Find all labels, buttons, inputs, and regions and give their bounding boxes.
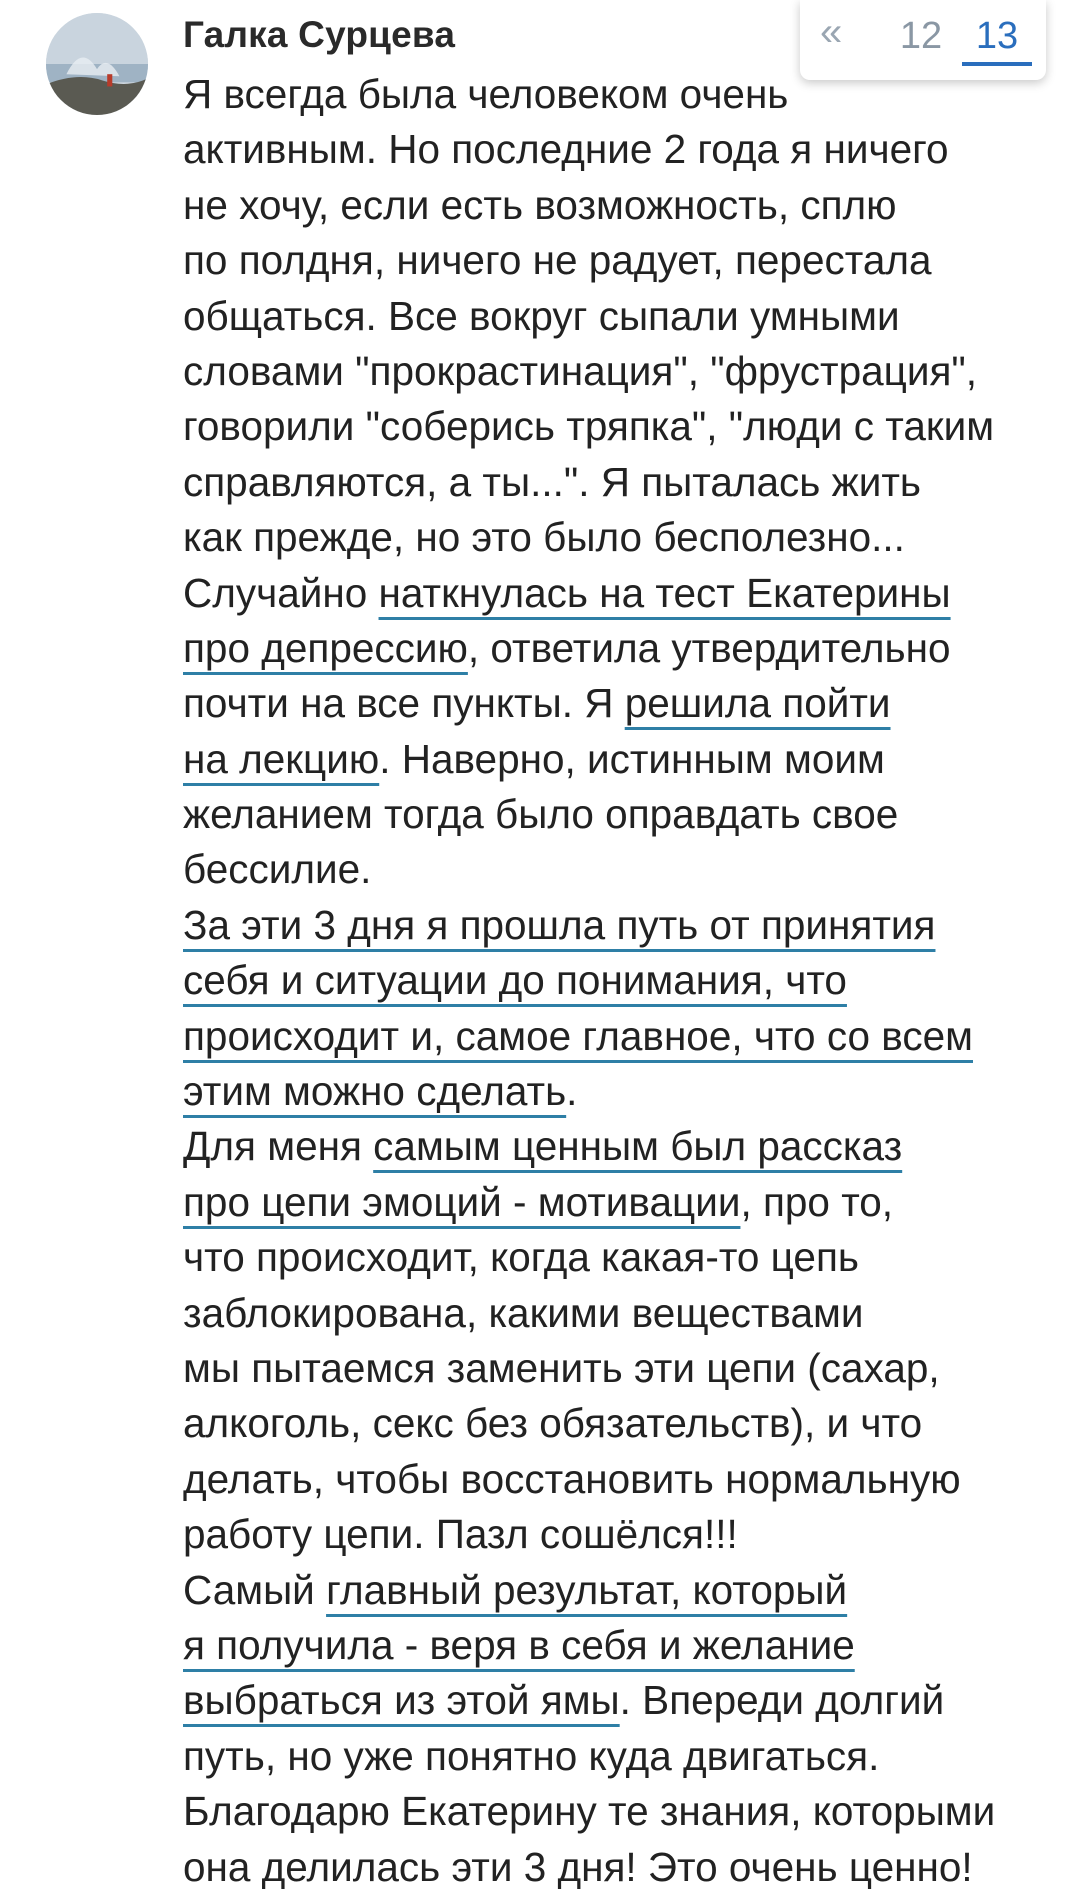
- double-chevron-left-icon[interactable]: «: [820, 10, 843, 54]
- underlined-span: самым ценным был рассказ: [373, 1123, 903, 1170]
- text-span: что происходит, когда какая-то цепь: [183, 1234, 859, 1281]
- comment-line: [183, 1673, 1063, 1728]
- page-link-12[interactable]: 12: [899, 15, 943, 57]
- underlined-span: решила пойти: [624, 680, 891, 727]
- comment-line: [183, 787, 1063, 842]
- text-span: Я всегда была человеком очень: [183, 71, 789, 117]
- comment-line: [183, 1618, 1063, 1673]
- comment-line: [183, 67, 1063, 122]
- underlined-span: происходит и, самое главное, что со всем: [183, 1012, 973, 1059]
- comment-line: [183, 1452, 1063, 1507]
- underlined-span: на лекцию: [183, 735, 380, 782]
- text-span: мы пытаемся заменить эти цепи (сахар,: [183, 1344, 940, 1391]
- text-span: говорили "соберись тряпка", "люди с таким: [183, 403, 995, 450]
- text-span: Благодарю Екатерину те знания, которыми: [183, 1788, 996, 1835]
- text-span: Для меня: [183, 1123, 374, 1170]
- comment-line: [183, 1119, 1063, 1174]
- text-span: словами "прокрастинация", "фрустрация",: [183, 347, 978, 394]
- comment-line: [183, 1341, 1063, 1396]
- underlined-span: про депрессию: [183, 624, 468, 671]
- text-span: она делилась эти 3 дня! Это очень ценно!: [183, 1843, 973, 1890]
- comment-line: [183, 1396, 1063, 1451]
- text-span: желанием тогда было оправдать свое: [183, 791, 899, 838]
- text-span: , ответила утвердительно: [467, 624, 951, 671]
- comment-line: [183, 1009, 1063, 1064]
- page-current-13[interactable]: 13: [962, 14, 1032, 58]
- comment-line: [183, 399, 1063, 454]
- comment-line: [183, 1064, 1063, 1119]
- comment-line: [183, 732, 1063, 787]
- text-span: делать, чтобы восстановить нормальную: [183, 1455, 961, 1502]
- underlined-span: я получила - веря в себя и желание: [183, 1621, 855, 1668]
- text-span: .: [566, 1068, 578, 1115]
- comment-line: [183, 1840, 1063, 1895]
- comment-line: [183, 1563, 1063, 1618]
- comment-line: [183, 455, 1063, 510]
- comment-line: [183, 1286, 1063, 1341]
- comment-line: [183, 621, 1063, 676]
- comment-line: [183, 1175, 1063, 1230]
- comment-line: [183, 898, 1063, 953]
- text-span: Самый: [183, 1566, 327, 1613]
- comment-line: [183, 953, 1063, 1008]
- author-name[interactable]: Галка Сурцева: [183, 14, 456, 55]
- comment-line: [183, 566, 1063, 621]
- comment-line: [183, 233, 1063, 288]
- underlined-span: про цепи эмоций - мотивации: [183, 1178, 741, 1225]
- text-span: почти на все пункты. Я: [183, 680, 625, 727]
- comment-line: [183, 1507, 1063, 1562]
- text-span: общаться. Все вокруг сыпали умными: [183, 292, 900, 339]
- text-span: . Наверно, истинным моим: [379, 735, 885, 782]
- underlined-span: наткнулась на тест Екатерины: [378, 569, 951, 616]
- text-span: работу цепи. Пазл сошёлся!!!: [183, 1511, 738, 1558]
- text-span: . Впереди долгий: [619, 1677, 945, 1724]
- underlined-span: выбраться из этой ямы: [183, 1677, 620, 1724]
- comment-line: [183, 289, 1063, 344]
- comment-line: [183, 178, 1063, 233]
- text-span: алкоголь, секс без обязательств), и что: [183, 1400, 923, 1447]
- comment-line: [183, 1784, 1063, 1839]
- text-span: заблокирована, какими веществами: [183, 1289, 864, 1336]
- text-span: не хочу, если есть возможность, сплю: [183, 181, 897, 228]
- text-span: справляются, а ты...". Я пыталась жить: [183, 458, 921, 505]
- comment-body: [183, 67, 1063, 1895]
- comment-line: [183, 344, 1063, 399]
- text-span: Случайно: [183, 569, 379, 616]
- underlined-span: За эти 3 дня я прошла путь от принятия: [183, 901, 936, 948]
- underlined-span: себя и ситуации до понимания, что: [183, 957, 847, 1004]
- avatar-photo-icon: [46, 13, 148, 115]
- comment-line: [183, 122, 1063, 177]
- underlined-span: главный результат, который: [326, 1566, 848, 1613]
- underlined-span: этим можно сделать: [183, 1068, 567, 1115]
- comment-line: [183, 1230, 1063, 1285]
- author-avatar[interactable]: [46, 13, 148, 115]
- comment-line: [183, 842, 1063, 897]
- text-span: , про то,: [740, 1178, 894, 1225]
- text-span: бессилие.: [183, 846, 372, 893]
- text-span: по полдня, ничего не радует, перестала: [183, 237, 932, 284]
- comment-line: [183, 1729, 1063, 1784]
- text-span: как прежде, но это было бесполезно...: [183, 514, 905, 561]
- comment-line: [183, 510, 1063, 565]
- text-span: активным. Но последние 2 года я ничего: [183, 126, 949, 173]
- text-span: путь, но уже понятно куда двигаться.: [183, 1732, 880, 1779]
- comment-line: [183, 676, 1063, 731]
